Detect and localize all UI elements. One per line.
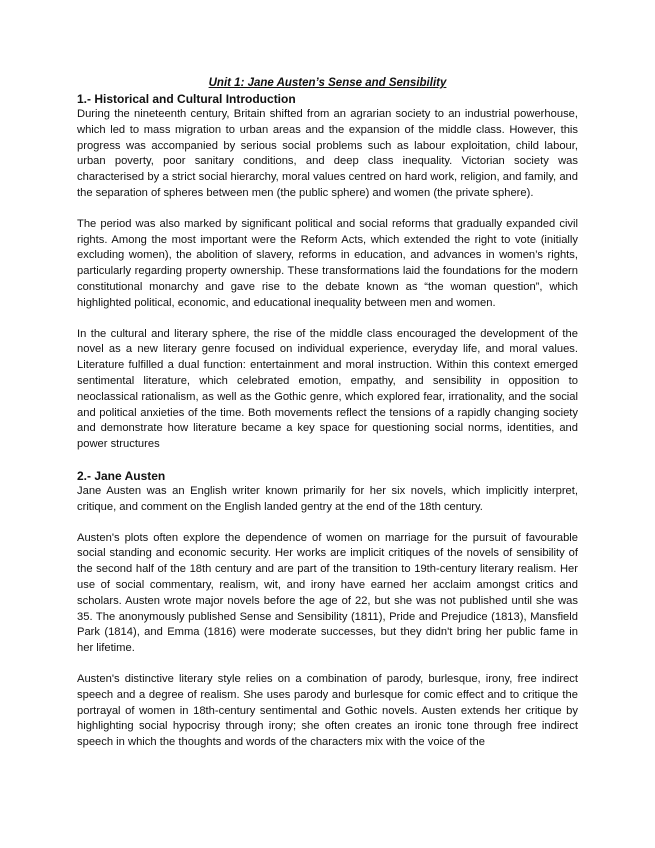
paragraph-nineteenth-century: During the nineteenth century, Britain shifted from an agrarian society to an industrial powerhouse, which led to mass migration to urban areas and the expansion of the middle class. However, this progress was accompanied by serious social problems such as labour exploitation, child labour, urban poverty, poor sanitary conditions, and deep class inequality. Victorian society was characterised by a strict social hierarchy, moral values centred on hard work, religion, and family, and the separation of spheres between men (the public sphere) and women (the private sphere). <box>77 108 578 199</box>
paragraph-austen-plots: Austen's plots often explore the dependence of women on marriage for the pursuit of favourable social standing and economic security. Her works are implicit critiques of the novels of sensibility of the second half of the 18th century and are part of the transition to 19th-century literary realism. Her use of social commentary, realism, wit, and irony have earned her acclaim amongst critics and scholars. Austen wrote major novels before the age of 22, but she was not published until she was 35. The anonymously published Sense and Sensibility (1811), Pride and Prejudice (1813), Mansfield Park (1814), and Emma (1816) were moderate successes, but they didn't bring her public fame in her lifetime. <box>77 531 578 655</box>
paragraph-austen-style: Austen's distinctive literary style relies on a combination of parody, burlesque, irony, free indirect speech and a degree of realism. She uses parody and burlesque for comic effect and to critique the portrayal of women in 18th-century sentimental and Gothic novels. Austen extends her critique by highlighting social hypocrisy through irony; she often creates an ironic tone through free indirect speech in which the thoughts and words of the characters mix with the voice of the <box>77 672 578 749</box>
section-heading-historical-introduction: 1.- Historical and Cultural Introduction <box>77 92 296 106</box>
document-title: Unit 1: Jane Austen’s Sense and Sensibility <box>208 77 447 89</box>
paragraph-austen-intro: Jane Austen was an English writer known primarily for her six novels, which implicitly interpret, critique, and comment on the English landed gentry at the end of the 18th century. <box>77 484 578 513</box>
paragraph-political-reforms: The period was also marked by significant political and social reforms that gradually expanded civil rights. Among the most important were the Reform Acts, which extended the right to vote (initially excluding women), the abolition of slavery, reforms in education, and advances in women’s rights, particularly regarding property ownership. These transformations laid the foundations for the modern constitutional monarchy and gave rise to the debate known as “the woman question”, which highlighted political, economic, and educational inequality between men and women. <box>77 217 578 309</box>
document-page <box>77 76 578 751</box>
section-heading-jane-austen: 2.- Jane Austen <box>77 468 166 483</box>
paragraph-cultural-literary-sphere: In the cultural and literary sphere, the rise of the middle class encouraged the development of the novel as a new literary genre focused on individual experience, everyday life, and moral values. Literature fulfilled a dual function: entertainment and moral instruction. Within this context emerged sentimental literature, which celebrated emotion, empathy, and sensibility in opposition to neoclassical rationalism, as well as the Gothic genre, which explored fear, irrationality, and the social and political anxieties of the time. Both movements reflect the tensions of a rapidly changing society and demonstrate how literature became a key space for questioning social norms, identities, and power structures <box>77 327 578 451</box>
